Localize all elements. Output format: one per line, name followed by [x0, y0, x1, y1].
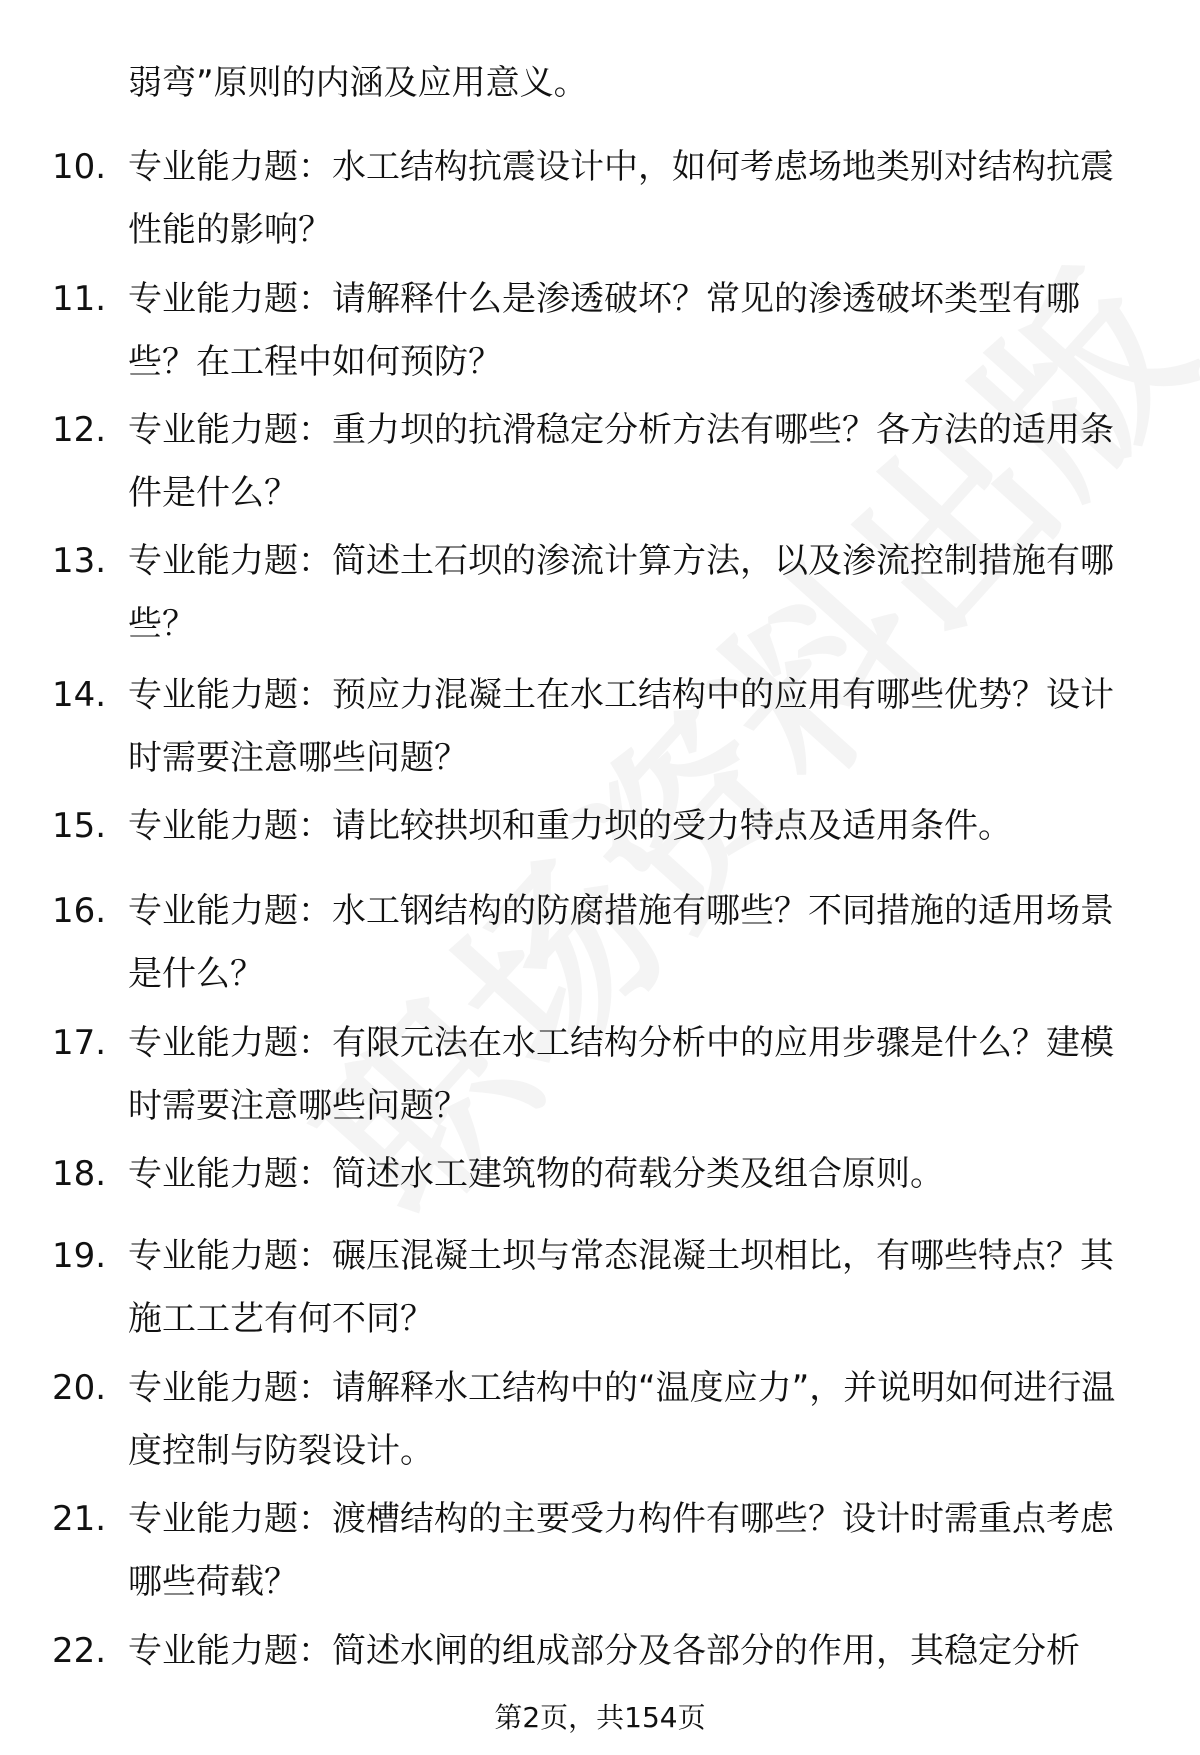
page-footer: 第2页，共154页	[494, 1701, 706, 1734]
question-text: 专业能力题：重力坝的抗滑稳定分析方法有哪些？各方法的适用条件是什么？	[128, 410, 1114, 513]
continuation-text: 弱弯”原则的内涵及应用意义。	[128, 63, 588, 103]
question-number: 12.	[52, 410, 107, 450]
question-number: 20.	[52, 1368, 107, 1408]
question-number: 17.	[52, 1023, 107, 1063]
question-text: 专业能力题：请解释水工结构中的“温度应力”，并说明如何进行温度控制与防裂设计。	[128, 1368, 1116, 1471]
question-number: 21.	[52, 1499, 107, 1539]
question-text: 专业能力题：简述水工建筑物的荷载分类及组合原则。	[128, 1154, 944, 1194]
question-text: 专业能力题：请解释什么是渗透破坏？常见的渗透破坏类型有哪些？在工程中如何预防？	[128, 279, 1080, 382]
question-text: 专业能力题：碾压混凝土坝与常态混凝土坝相比，有哪些特点？其施工工艺有何不同？	[128, 1236, 1114, 1339]
question-number: 22.	[52, 1631, 107, 1671]
question-text: 专业能力题：简述土石坝的渗流计算方法，以及渗流控制措施有哪些？	[128, 541, 1114, 644]
question-text: 专业能力题：预应力混凝土在水工结构中的应用有哪些优势？设计时需要注意哪些问题？	[128, 675, 1114, 778]
question-number: 14.	[52, 675, 107, 715]
question-text: 专业能力题：有限元法在水工结构分析中的应用步骤是什么？建模时需要注意哪些问题？	[128, 1023, 1114, 1126]
question-number: 15.	[52, 806, 107, 846]
question-number: 11.	[52, 279, 107, 319]
question-number: 18.	[52, 1154, 107, 1194]
question-text: 专业能力题：水工结构抗震设计中，如何考虑场地类别对结构抗震性能的影响？	[128, 147, 1114, 250]
question-number: 16.	[52, 891, 107, 931]
question-number: 10.	[52, 147, 107, 187]
question-text: 专业能力题：简述水闸的组成部分及各部分的作用，其稳定分析	[128, 1631, 1080, 1671]
question-number: 13.	[52, 541, 107, 581]
question-number: 19.	[52, 1236, 107, 1276]
question-text: 专业能力题：请比较拱坝和重力坝的受力特点及适用条件。	[128, 806, 1012, 846]
question-text: 专业能力题：渡槽结构的主要受力构件有哪些？设计时需重点考虑哪些荷载？	[128, 1499, 1114, 1602]
question-text: 专业能力题：水工钢结构的防腐措施有哪些？不同措施的适用场景是什么？	[128, 891, 1114, 994]
